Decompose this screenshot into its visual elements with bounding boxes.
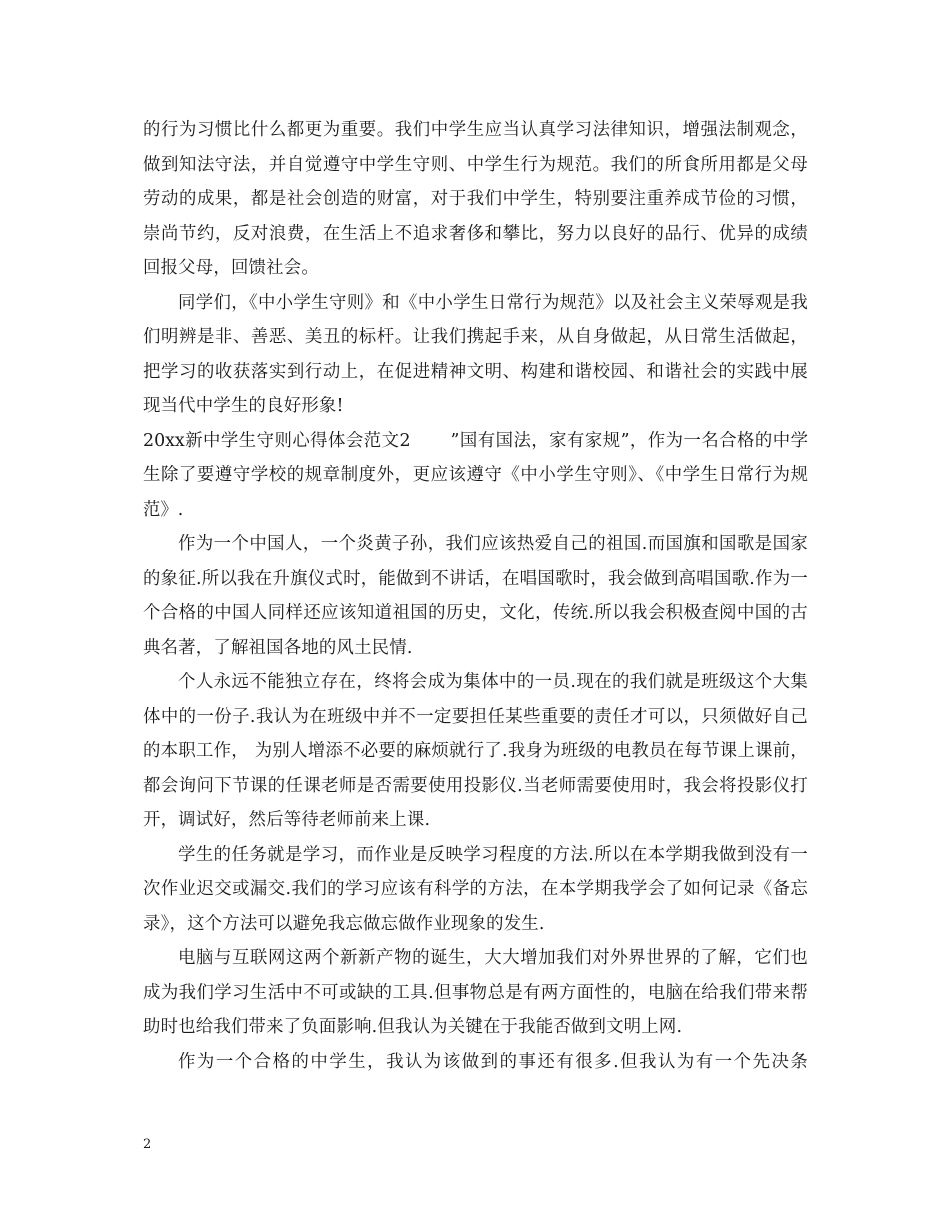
paragraph-3: 作为一个中国人，一个炎黄子孙，我们应该热爱自己的祖国.而国旗和国歌是国家的象征.所以我在升旗仪式时，能做到不讲话，在唱国歌时，我会做到高唱国歌.作为一个合格的中国人同样还应该知道祖国的历史，文化，传统.所以我会积极查阅中国的古典名著，了解祖国各地的风土民情. <box>143 534 808 658</box>
page-number: 2 <box>143 1137 152 1152</box>
paragraph-5: 学生的任务就是学习，而作业是反映学习程度的方法.所以在本学期我做到没有一次作业迟交或漏交.我们的学习应该有科学的方法，在本学期我学会了如何记录《备忘录》，这个方法可以避免我忘做忘做作业现象的发生. <box>143 844 808 934</box>
section-heading-paragraph <box>143 424 808 528</box>
section-title: 20xx新中学生守则心得体会范文2 <box>143 430 411 451</box>
document-page <box>143 113 808 1079</box>
paragraph-2: 同学们，《中小学生守则》和《中小学生日常行为规范》以及社会主义荣辱观是我们明辨是非、善恶、美丑的标杆。让我们携起手来，从自身做起，从日常生活做起，把学习的收获落实到行动上，在促进精神文明、构建和谐校园、和谐社会的实践中展现当代中学生的良好形象! <box>143 292 808 416</box>
paragraph-4: 个人永远不能独立存在，终将会成为集体中的一员.现在的我们就是班级这个大集体中的一份子.我认为在班级中并不一定要担任某些重要的责任才可以，只须做好自己的本职工作， 为别人增添不必要的麻烦就行了.我身为班级的电教员在每节课上课前，都会询问下节课的任课老师是否需要使用投影仪.当老师需要使用时，我会将投影仪打开，调试好，然后等待老师前来上课. <box>143 672 808 830</box>
paragraph-7: 作为一个合格的中学生，我认为该做到的事还有很多.但我认为有一个先决条 <box>178 1051 808 1072</box>
section-intro-text: ”国有国法，家有家规”，作为一名合格的中学生除了要遵守学校的规章制度外，更应该遵守《中小学生守则》、《中学生日常行为规范》. <box>143 430 808 520</box>
paragraph-6: 电脑与互联网这两个新新产物的诞生，大大增加我们对外界世界的了解，它们也成为我们学习生活中不可或缺的工具.但事物总是有两方面性的，电脑在给我们带来帮助时也给我们带来了负面影响.但我认为关键在于我能否做到文明上网. <box>143 948 808 1037</box>
paragraph-1: 的行为习惯比什么都更为重要。我们中学生应当认真学习法律知识，增强法制观念，做到知法守法，并自觉遵守中学生守则、中学生行为规范。我们的所食所用都是父母劳动的成果，都是社会创造的财富，对于我们中学生，特别要注重养成节俭的习惯，崇尚节约，反对浪费，在生活上不追求奢侈和攀比，努力以良好的品行、优异的成绩回报父母，回馈社会。 <box>143 120 808 278</box>
